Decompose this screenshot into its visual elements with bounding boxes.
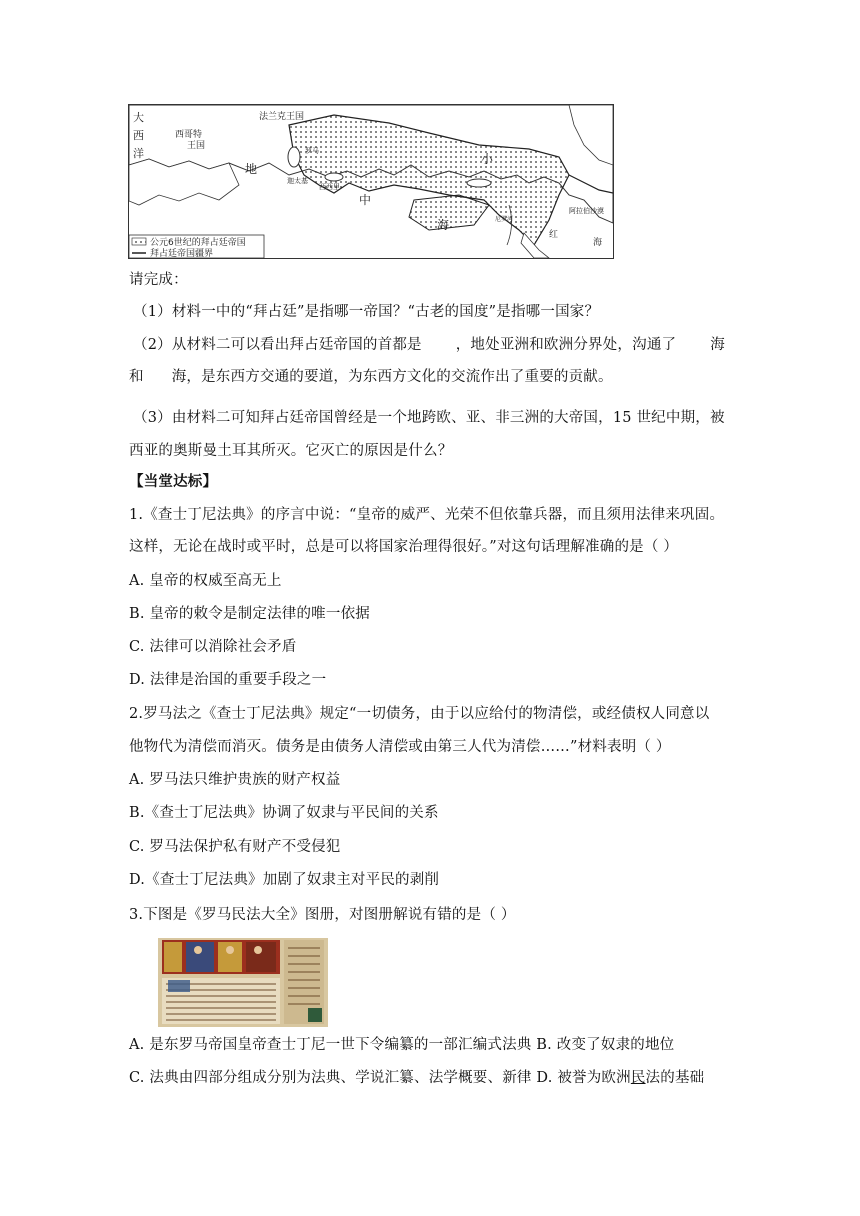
problem-2-line-1: 2.罗马法之《查士丁尼法典》规定“一切债务，由于以应给付的物清偿，或经债权人同意以 [129,706,710,722]
problem-1-option-a: A. 皇帝的权威至高无上 [129,573,282,589]
byzantine-map [128,104,614,259]
problem-1-option-b: B. 皇帝的敕令是制定法律的唯一依据 [129,606,370,622]
map-label-atlantic-1: 大 [133,111,144,124]
legend-dotted-label: 公元6世纪的拜占廷帝国 [150,238,246,248]
q2-part-e: 海，是东西方交通的要道，为东西方文化的交流作出了重要的贡献。 [171,369,613,385]
manuscript-graphic [158,938,328,1027]
prompt-text: 请完成： [129,272,188,288]
problem-2-option-c: C. 罗马法保护私有财产不受侵犯 [129,839,341,855]
map-graphic [129,105,613,258]
question-2-line-1 [133,335,725,355]
p3-cd-part-1: C. 法典由四部分组成分别为法典、学说汇纂、法学概要、新律 D. 被誉为欧洲 [129,1070,631,1086]
map-label-sea-right: 海 [593,238,603,248]
map-label-small: 小 [481,152,494,166]
map-label-visigoth: 西哥特 [175,130,203,140]
p3-cd-part-2: 民 [630,1070,646,1086]
map-label-kingdom: 王国 [187,141,206,151]
manuscript-image [158,938,328,1027]
problem-1-line-1: 1.《查士丁尼法典》的序言中说：“皇帝的威严、光荣不但依靠兵器，而且须用法律来巩固。 [129,507,725,523]
map-label-roman: 罗马 [305,147,319,155]
map-label-med-3: 海 [437,218,450,232]
q2-part-d: 和 [129,369,144,385]
legend-line-label: 拜占廷帝国疆界 [150,249,214,258]
map-label-sicily: 西西里 [319,183,340,191]
problem-3-options-cd [129,1068,704,1088]
map-label-atlantic-2: 西 [133,129,144,142]
problem-1-option-d: D. 法律是治国的重要手段之一 [129,672,327,688]
map-label-atlantic-3: 洋 [133,147,144,160]
section-heading: 【当堂达标】 [129,473,218,490]
q2-part-c: 海 [710,337,725,353]
map-label-carthage: 迦太基 [287,177,308,185]
question-3-line-1: （3）由材料二可知拜占廷帝国曾经是一个地跨欧、亚、非三洲的大帝国，15 世纪中期，被 [133,410,725,426]
map-label-med-2: 中 [359,193,372,207]
q2-part-b: ，地处亚洲和欧洲分界处，沟通了 [455,337,677,353]
map-label-red: 红 [549,230,559,240]
problem-2-option-d: D.《查士丁尼法典》加剧了奴隶主对平民的剥削 [129,872,440,888]
p3-cd-part-3: 法的基础 [645,1070,705,1086]
problem-1-option-c: C. 法律可以消除社会矛盾 [129,639,297,655]
question-3-line-2: 西亚的奥斯曼土耳其所灭。它灭亡的原因是什么？ [129,443,453,459]
map-label-frank: 法兰克王国 [259,112,305,122]
problem-2-line-2: 他物代为清偿而消灭。债务是由债务人清偿或由第三人代为清偿……”材料表明（ ） [129,739,671,755]
problem-3-stem: 3.下图是《罗马民法大全》图册，对图册解说有错的是（ ） [129,907,516,923]
problem-1-line-2: 这样，无论在战时或平时，总是可以将国家治理得很好。”对这句话理解准确的是（ ） [129,539,679,555]
question-2-line-2 [129,367,613,387]
q2-part-a: （2）从材料二可以看出拜占廷帝国的首都是 [133,337,422,353]
problem-2-option-b: B.《查士丁尼法典》协调了奴隶与平民间的关系 [129,805,439,821]
problem-2-option-a: A. 罗马法只维护贵族的财产权益 [129,772,341,788]
problem-3-options-ab: A. 是东罗马帝国皇帝查士丁尼一世下令编纂的一部汇编式法典 B. 改变了奴隶的地位 [129,1037,675,1053]
map-label-arabia: 阿拉伯沙漠 [569,207,604,215]
map-label-med-1: 地 [245,162,258,176]
map-label-river: 尼罗河 [495,216,514,223]
question-1: （1）材料一中的“拜占廷”是指哪一帝国？“古老的国度”是指哪一国家？ [133,304,600,320]
